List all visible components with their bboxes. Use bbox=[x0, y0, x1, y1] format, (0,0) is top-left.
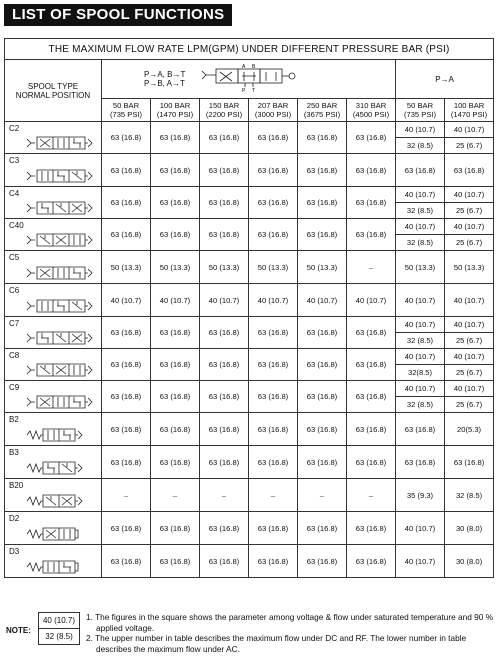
column-bar-label: 310 BAR bbox=[355, 101, 387, 110]
flow-value-cell: 63 (16.8) bbox=[151, 381, 200, 413]
spool-name-cell bbox=[5, 187, 102, 219]
pa-flow-cell: 63 (16.8) bbox=[445, 446, 494, 479]
flow-value-cell: 63 (16.8) bbox=[347, 122, 396, 154]
flow-value-cell: 63 (16.8) bbox=[200, 545, 249, 578]
spool-name: C40 bbox=[9, 221, 24, 230]
pa-flow-cell: 40 (10.7) bbox=[396, 284, 445, 317]
spool-name-cell bbox=[5, 284, 102, 317]
flow-value-cell: 63 (16.8) bbox=[249, 512, 298, 545]
spool-name: D3 bbox=[9, 547, 20, 556]
column-psi-label: (2200 PSI) bbox=[205, 110, 243, 119]
pa-flow-lower-cell: 32(8.5) bbox=[396, 365, 445, 381]
flow-value-cell: 63 (16.8) bbox=[102, 446, 151, 479]
flow-value-cell: 40 (10.7) bbox=[102, 284, 151, 317]
pa-flow-lower-cell: 32 (8.5) bbox=[396, 333, 445, 349]
group-header-pa: P→A bbox=[396, 60, 494, 99]
flow-value-cell: – bbox=[347, 251, 396, 284]
spool-name-cell bbox=[5, 446, 102, 479]
flow-value-cell: 63 (16.8) bbox=[298, 317, 347, 349]
normal-position-label: NORMAL POSITION bbox=[15, 90, 91, 100]
flow-value-cell: – bbox=[249, 479, 298, 512]
pa-flow-lower-cell: 25 (6.7) bbox=[445, 203, 494, 219]
column-psi-label: (3000 PSI) bbox=[254, 110, 292, 119]
note-item-2: 2. The upper number in table describes the maximum flow under DC and RF. The lower number in table describes the maximum flow under AC. bbox=[86, 633, 467, 654]
flow-value-cell: 63 (16.8) bbox=[200, 349, 249, 381]
note-item-1: 1. The figures in the square shows the parameter among voltage & flow under saturated temperature and 90 % applied voltage. bbox=[86, 612, 494, 633]
flow-value-cell: 63 (16.8) bbox=[347, 545, 396, 578]
column-psi-label: (1470 PSI) bbox=[450, 110, 488, 119]
flow-value-cell: 63 (16.8) bbox=[249, 187, 298, 219]
pa-flow-cell: 50 (13.3) bbox=[396, 251, 445, 284]
spool-name-cell bbox=[5, 413, 102, 446]
spool-symbol-icon bbox=[25, 395, 99, 409]
flow-value-cell: 63 (16.8) bbox=[249, 317, 298, 349]
pa-flow-lower-cell: 32 (8.5) bbox=[396, 203, 445, 219]
column-bar-label: 50 BAR bbox=[406, 101, 434, 110]
spool-name: C3 bbox=[9, 156, 20, 165]
column-header bbox=[249, 99, 298, 122]
table-row bbox=[5, 284, 494, 317]
spool-name-cell bbox=[5, 251, 102, 284]
pa-flow-upper-cell: 40 (10.7) bbox=[445, 381, 494, 397]
table-row bbox=[5, 349, 494, 365]
flow-value-cell: 63 (16.8) bbox=[200, 122, 249, 154]
valve-symbol-icon bbox=[198, 63, 308, 95]
pa-flow-upper-cell: 40 (10.7) bbox=[396, 219, 445, 235]
spool-name: B2 bbox=[9, 415, 19, 424]
flow-value-cell: 50 (13.3) bbox=[102, 251, 151, 284]
table-row bbox=[5, 251, 494, 284]
svg-text:T: T bbox=[251, 88, 255, 93]
spool-name-cell bbox=[5, 545, 102, 578]
flow-value-cell: 40 (10.7) bbox=[151, 284, 200, 317]
flow-value-cell: 63 (16.8) bbox=[347, 512, 396, 545]
flow-path-pa-bt: P→A, B→T bbox=[144, 70, 186, 79]
svg-text:A: A bbox=[241, 64, 245, 70]
flow-value-cell: 63 (16.8) bbox=[298, 512, 347, 545]
column-header bbox=[200, 99, 249, 122]
flow-value-cell: 63 (16.8) bbox=[347, 413, 396, 446]
flow-value-cell: 63 (16.8) bbox=[102, 154, 151, 187]
table-row bbox=[5, 479, 494, 512]
spool-symbol-icon bbox=[25, 494, 99, 508]
flow-value-cell: 63 (16.8) bbox=[151, 317, 200, 349]
flow-value-cell: 63 (16.8) bbox=[102, 187, 151, 219]
pa-flow-lower-cell: 25 (6.7) bbox=[445, 397, 494, 413]
column-header bbox=[102, 99, 151, 122]
flow-value-cell: 63 (16.8) bbox=[347, 187, 396, 219]
spool-symbol-icon bbox=[25, 233, 99, 247]
column-bar-label: 50 BAR bbox=[112, 101, 140, 110]
flow-value-cell: 63 (16.8) bbox=[249, 381, 298, 413]
pa-flow-cell: 32 (8.5) bbox=[445, 479, 494, 512]
table-row bbox=[5, 219, 494, 235]
flow-value-cell: – bbox=[298, 479, 347, 512]
spool-symbol-icon bbox=[25, 363, 99, 377]
flow-value-cell: 63 (16.8) bbox=[151, 122, 200, 154]
flow-value-cell: 63 (16.8) bbox=[102, 317, 151, 349]
flow-value-cell: 50 (13.3) bbox=[200, 251, 249, 284]
flow-value-cell: 63 (16.8) bbox=[249, 446, 298, 479]
pa-flow-upper-cell: 40 (10.7) bbox=[445, 349, 494, 365]
table-row bbox=[5, 446, 494, 479]
flow-value-cell: 63 (16.8) bbox=[298, 122, 347, 154]
svg-text:P: P bbox=[241, 88, 245, 93]
flow-value-cell: 63 (16.8) bbox=[298, 446, 347, 479]
flow-value-cell: 63 (16.8) bbox=[102, 413, 151, 446]
flow-value-cell: 40 (10.7) bbox=[249, 284, 298, 317]
flow-value-cell: – bbox=[347, 479, 396, 512]
pa-flow-lower-cell: 32 (8.5) bbox=[396, 397, 445, 413]
spool-symbol-icon bbox=[25, 266, 99, 280]
pa-flow-lower-cell: 25 (6.7) bbox=[445, 138, 494, 154]
flow-value-cell: 63 (16.8) bbox=[249, 122, 298, 154]
flow-value-cell: 63 (16.8) bbox=[347, 349, 396, 381]
table-row bbox=[5, 512, 494, 545]
svg-text:B: B bbox=[251, 64, 255, 70]
flow-value-cell: 63 (16.8) bbox=[298, 154, 347, 187]
pa-flow-cell: 40 (10.7) bbox=[396, 512, 445, 545]
group-header-directional bbox=[102, 60, 396, 99]
spool-symbol-icon bbox=[25, 527, 99, 541]
spool-name-cell bbox=[5, 349, 102, 381]
flow-value-cell: 50 (13.3) bbox=[151, 251, 200, 284]
table-row bbox=[5, 154, 494, 187]
pa-flow-lower-cell: 32 (8.5) bbox=[396, 235, 445, 251]
pa-flow-lower-cell: 25 (6.7) bbox=[445, 333, 494, 349]
pa-flow-upper-cell: 40 (10.7) bbox=[396, 349, 445, 365]
note-label: NOTE: bbox=[6, 626, 31, 635]
flow-value-cell: 63 (16.8) bbox=[102, 381, 151, 413]
pa-flow-upper-cell: 40 (10.7) bbox=[396, 122, 445, 138]
spool-type-label: SPOOL TYPE bbox=[27, 81, 79, 91]
pa-flow-cell: 63 (16.8) bbox=[396, 413, 445, 446]
column-bar-label: 150 BAR bbox=[208, 101, 240, 110]
spool-name: C7 bbox=[9, 319, 20, 328]
flow-value-cell: 63 (16.8) bbox=[200, 512, 249, 545]
flow-value-cell: 63 (16.8) bbox=[298, 381, 347, 413]
flow-value-cell: 63 (16.8) bbox=[151, 154, 200, 187]
page-title: LIST OF SPOOL FUNCTIONS bbox=[4, 4, 232, 26]
flow-value-cell: 63 (16.8) bbox=[347, 219, 396, 251]
pa-flow-lower-cell: 25 (6.7) bbox=[445, 365, 494, 381]
spool-name: B20 bbox=[9, 481, 24, 490]
spool-name: C9 bbox=[9, 383, 20, 392]
pa-flow-upper-cell: 40 (10.7) bbox=[445, 317, 494, 333]
pa-flow-lower-cell: 32 (8.5) bbox=[396, 138, 445, 154]
pa-flow-cell: 63 (16.8) bbox=[396, 446, 445, 479]
spool-name-cell bbox=[5, 381, 102, 413]
flow-value-cell: 63 (16.8) bbox=[249, 413, 298, 446]
table-row bbox=[5, 413, 494, 446]
pa-flow-cell: 63 (16.8) bbox=[445, 154, 494, 187]
flow-value-cell: 50 (13.3) bbox=[249, 251, 298, 284]
column-bar-label: 100 BAR bbox=[159, 101, 191, 110]
spool-name-cell bbox=[5, 219, 102, 251]
flow-value-cell: 63 (16.8) bbox=[347, 154, 396, 187]
table-row bbox=[5, 187, 494, 203]
spool-symbol-icon bbox=[25, 428, 99, 442]
flow-value-cell: – bbox=[200, 479, 249, 512]
spool-symbol-icon bbox=[25, 136, 99, 150]
spool-name: C6 bbox=[9, 286, 20, 295]
spool-name: B3 bbox=[9, 448, 19, 457]
pa-flow-cell: 30 (8.0) bbox=[445, 512, 494, 545]
column-header bbox=[396, 99, 445, 122]
pa-flow-cell: 20(5.3) bbox=[445, 413, 494, 446]
flow-value-cell: 63 (16.8) bbox=[102, 122, 151, 154]
column-psi-label: (3675 PSI) bbox=[303, 110, 341, 119]
spool-symbol-icon bbox=[25, 299, 99, 313]
spool-type-header bbox=[5, 60, 102, 122]
note-box-upper: 40 (10.7) bbox=[42, 616, 76, 625]
table-main-title: THE MAXIMUM FLOW RATE LPM(GPM) UNDER DIFFERENT PRESSURE BAR (PSI) bbox=[5, 39, 494, 60]
column-bar-label: 100 BAR bbox=[453, 101, 485, 110]
column-bar-label: 207 BAR bbox=[257, 101, 289, 110]
column-header bbox=[151, 99, 200, 122]
column-psi-label: (735 PSI) bbox=[403, 110, 437, 119]
flow-value-cell: 63 (16.8) bbox=[151, 512, 200, 545]
flow-value-cell: 63 (16.8) bbox=[298, 219, 347, 251]
table-row bbox=[5, 381, 494, 397]
flow-value-cell: 63 (16.8) bbox=[151, 219, 200, 251]
table-row bbox=[5, 317, 494, 333]
flow-value-cell: 63 (16.8) bbox=[249, 545, 298, 578]
pa-flow-cell: 50 (13.3) bbox=[445, 251, 494, 284]
spool-function-table bbox=[4, 38, 494, 578]
spool-symbol-icon bbox=[25, 331, 99, 345]
flow-value-cell: 63 (16.8) bbox=[347, 446, 396, 479]
flow-value-cell: 63 (16.8) bbox=[102, 512, 151, 545]
spool-name: C8 bbox=[9, 351, 20, 360]
column-psi-label: (1470 PSI) bbox=[156, 110, 194, 119]
flow-value-cell: 63 (16.8) bbox=[298, 349, 347, 381]
spool-name-cell bbox=[5, 122, 102, 154]
spool-symbol-icon bbox=[25, 560, 99, 574]
note-example-box bbox=[38, 612, 80, 645]
flow-value-cell: 63 (16.8) bbox=[249, 219, 298, 251]
flow-value-cell: 40 (10.7) bbox=[347, 284, 396, 317]
note-text bbox=[86, 612, 496, 654]
pa-flow-lower-cell: 25 (6.7) bbox=[445, 235, 494, 251]
flow-value-cell: – bbox=[151, 479, 200, 512]
flow-value-cell: 63 (16.8) bbox=[200, 381, 249, 413]
column-header bbox=[347, 99, 396, 122]
flow-value-cell: 63 (16.8) bbox=[249, 349, 298, 381]
spool-symbol-icon bbox=[25, 169, 99, 183]
pa-flow-cell: 30 (8.0) bbox=[445, 545, 494, 578]
flow-value-cell: 63 (16.8) bbox=[298, 545, 347, 578]
spool-name-cell bbox=[5, 317, 102, 349]
pa-flow-upper-cell: 40 (10.7) bbox=[445, 187, 494, 203]
flow-value-cell: 63 (16.8) bbox=[200, 446, 249, 479]
spool-symbol-icon bbox=[25, 201, 99, 215]
column-psi-label: (4500 PSI) bbox=[352, 110, 390, 119]
flow-value-cell: 63 (16.8) bbox=[102, 545, 151, 578]
flow-value-cell: 63 (16.8) bbox=[151, 413, 200, 446]
flow-value-cell: 40 (10.7) bbox=[298, 284, 347, 317]
spool-name: C4 bbox=[9, 189, 20, 198]
spool-name-cell bbox=[5, 512, 102, 545]
pa-flow-upper-cell: 40 (10.7) bbox=[445, 122, 494, 138]
flow-value-cell: 63 (16.8) bbox=[298, 187, 347, 219]
spool-name-cell bbox=[5, 154, 102, 187]
flow-value-cell: 63 (16.8) bbox=[200, 219, 249, 251]
table-row bbox=[5, 545, 494, 578]
column-psi-label: (735 PSI) bbox=[109, 110, 143, 119]
pa-flow-cell: 40 (10.7) bbox=[396, 545, 445, 578]
spool-name: C2 bbox=[9, 124, 20, 133]
column-bar-label: 250 BAR bbox=[306, 101, 338, 110]
spool-symbol-icon bbox=[25, 461, 99, 475]
flow-value-cell: 63 (16.8) bbox=[200, 413, 249, 446]
flow-value-cell: 63 (16.8) bbox=[298, 413, 347, 446]
pa-flow-upper-cell: 40 (10.7) bbox=[396, 317, 445, 333]
flow-value-cell: 63 (16.8) bbox=[347, 317, 396, 349]
spool-name: C5 bbox=[9, 253, 20, 262]
flow-value-cell: – bbox=[102, 479, 151, 512]
flow-value-cell: 63 (16.8) bbox=[102, 349, 151, 381]
flow-value-cell: 63 (16.8) bbox=[249, 154, 298, 187]
pa-flow-cell: 35 (9.3) bbox=[396, 479, 445, 512]
flow-value-cell: 63 (16.8) bbox=[151, 446, 200, 479]
pa-flow-upper-cell: 40 (10.7) bbox=[445, 219, 494, 235]
note-box-lower: 32 (8.5) bbox=[39, 628, 79, 644]
column-header bbox=[298, 99, 347, 122]
flow-value-cell: 63 (16.8) bbox=[151, 545, 200, 578]
spool-name: D2 bbox=[9, 514, 20, 523]
flow-value-cell: 63 (16.8) bbox=[151, 349, 200, 381]
flow-value-cell: 50 (13.3) bbox=[298, 251, 347, 284]
flow-value-cell: 63 (16.8) bbox=[151, 187, 200, 219]
column-header bbox=[445, 99, 494, 122]
pa-flow-cell: 63 (16.8) bbox=[396, 154, 445, 187]
pa-flow-cell: 40 (10.7) bbox=[445, 284, 494, 317]
flow-value-cell: 63 (16.8) bbox=[102, 219, 151, 251]
flow-value-cell: 63 (16.8) bbox=[200, 154, 249, 187]
flow-value-cell: 40 (10.7) bbox=[200, 284, 249, 317]
pa-flow-upper-cell: 40 (10.7) bbox=[396, 187, 445, 203]
table-row bbox=[5, 122, 494, 138]
flow-value-cell: 63 (16.8) bbox=[200, 317, 249, 349]
flow-value-cell: 63 (16.8) bbox=[347, 381, 396, 413]
flow-path-pb-at: P→B, A→T bbox=[144, 79, 185, 88]
pa-flow-upper-cell: 40 (10.7) bbox=[396, 381, 445, 397]
spool-name-cell bbox=[5, 479, 102, 512]
flow-value-cell: 63 (16.8) bbox=[200, 187, 249, 219]
